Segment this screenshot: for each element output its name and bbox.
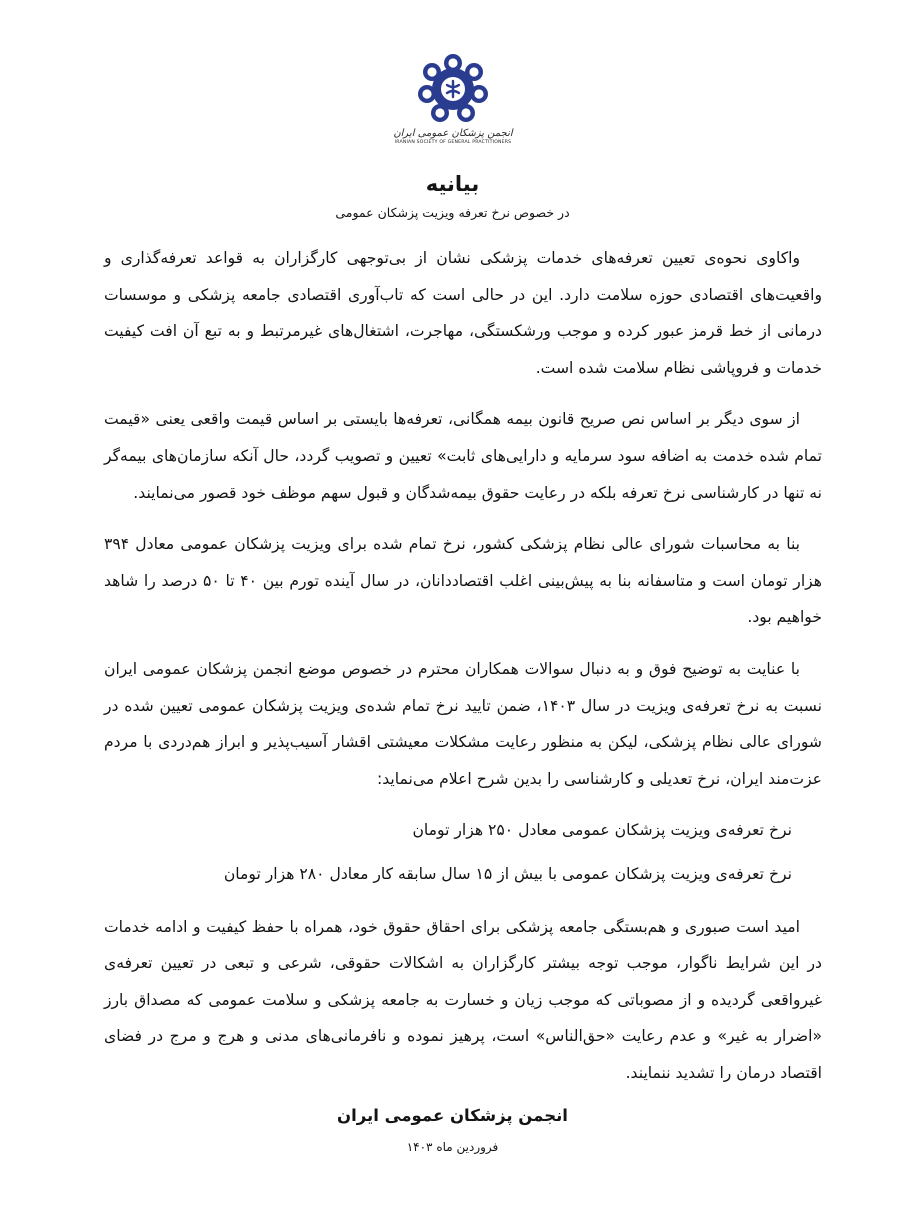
rate-general: نرخ تعرفه‌ی ویزیت پزشکان عمومی معادل ۲۵۰ هزار تومان	[412, 821, 792, 840]
page-title: بیانیه	[425, 172, 480, 196]
logo-emblem-icon	[416, 52, 490, 126]
paragraph-1: واکاوی نحوه‌ی تعیین تعرفه‌های خدمات پزشکی نشان از بی‌توجهی کارگزاران به قواعد تعرفه‌گذاری و واقعیت‌های اقتصادی حوزه سلامت دارد. این در حالی است که تاب‌آوری اقتصادی جامعه پزشکی و موسسات درمانی از خط قرمز عبور کرده و موجب ورشکستگی، مهاجرت، اشتغال‌های غیرمرتبط و به تبع آن افت کیفیت خدمات و فروپاشی نظام سلامت شده است.	[104, 249, 822, 377]
signature-date: فروردین ماه ۱۴۰۳	[406, 1140, 499, 1154]
closing-paragraph: امید است صبوری و هم‌بستگی جامعه پزشکی برای احقاق حقوق خود، همراه با حفظ کیفیت و ادامه خدمات در این شرایط ناگوار، موجب توجه بیشتر کارگزاران به اشکالات حقوقی، شرعی و تبعی در تعیین تعرفه‌ی غیرواقعی گردیده و از مصوباتی که موجب زیان و خسارت به جامعه پزشکی و سلامت عمومی که مصداق بارز «اضرار به غیر» و عدم رعایت «حق‌الناس» است، پرهیز نموده و نافرمانی‌های مدنی و هرج و مرج در فضای اقتصاد درمان را تشدید ننمایند.	[104, 917, 822, 1082]
logo-persian-name: انجمن پزشکان عمومی ایران	[393, 128, 513, 139]
paragraph-2: از سوی دیگر بر اساس نص صریح قانون بیمه همگانی، تعرفه‌ها بایستی بر اساس قیمت واقعی یعنی «قیمت تمام شده خدمت به اضافه سود سرمایه و دارایی‌های ثابت» تعیین و تصویب گردد، حال آنکه سازمان‌های بیمه‌گر نه تنها در کارشناسی نرخ تعرفه بلکه در رعایت حقوق بیمه‌شدگان و قبول سهم موظف خود قصور می‌نمایند.	[104, 410, 822, 502]
page-subtitle: در خصوص نرخ تعرفه ویزیت پزشکان عمومی	[335, 205, 570, 220]
rate-experienced: نرخ تعرفه‌ی ویزیت پزشکان عمومی با بیش از ۱۵ سال سابقه کار معادل ۲۸۰ هزار تومان	[223, 864, 792, 883]
signature-org: انجمن پزشکان عمومی ایران	[337, 1106, 568, 1125]
paragraph-4: با عنایت به توضیح فوق و به دنبال سوالات همکاران محترم در خصوص موضع انجمن پزشکان عمومی ایران نسبت به نرخ تعرفه‌ی ویزیت در سال ۱۴۰۳، ضمن تایید نرخ تمام شده‌ی ویزیت پزشکان عمومی تعیین شده در شورای عالی نظام پزشکی، لیکن به منظور رعایت مشکلات معیشتی اقشار آسیب‌پذیر و ابراز هم‌دردی با مردم عزت‌مند ایران، نرخ تعدیلی و کارشناسی را بدین شرح اعلام می‌نماید:	[104, 659, 822, 788]
paragraph-3: بنا به محاسبات شورای عالی نظام پزشکی کشور، نرخ تمام شده برای ویزیت پزشکان عمومی معادل ۳۹۴ هزار تومان است و متاسفانه بنا به پیش‌بینی اغلب اقتصاددانان، در سال آینده تورم بین ۴۰ تا ۵۰ درصد را شاهد خواهیم بود.	[104, 535, 822, 627]
statement-body	[104, 240, 822, 1106]
logo-english-name: IRANIAN SOCIETY OF GENERAL PRACTITIONERS	[394, 140, 512, 145]
society-logo	[390, 52, 516, 164]
